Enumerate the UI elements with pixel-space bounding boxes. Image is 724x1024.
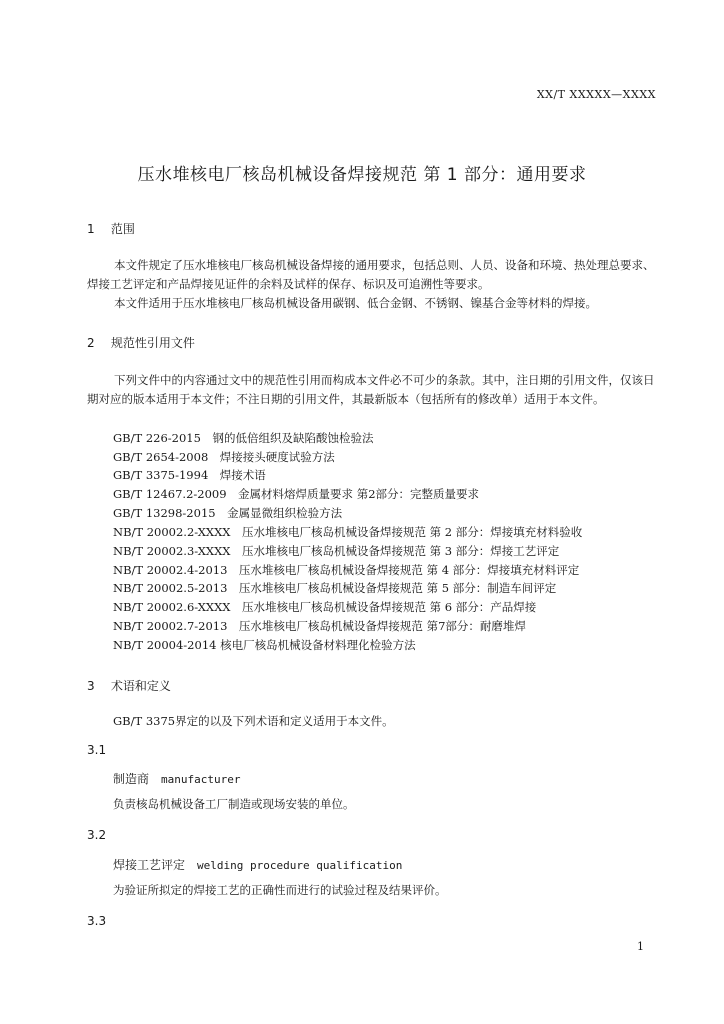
term-number: 3.2	[87, 828, 107, 842]
term-english: manufacturer	[161, 773, 241, 786]
reference-item: NB/T 20002.7-2013 压水堆核电厂核岛机械设备焊接规范 第7部分：耐磨堆焊	[113, 619, 526, 633]
reference-item: NB/T 20002.3-XXXX 压水堆核电厂核岛机械设备焊接规范 第 3 部分：焊接工艺评定	[113, 544, 560, 558]
term-number: 3.3	[87, 914, 107, 928]
reference-item: NB/T 20002.5-2013 压水堆核电厂核岛机械设备焊接规范 第 5 部分：制造车间评定	[113, 581, 557, 595]
section-3-heading	[87, 677, 171, 694]
document-title: 压水堆核电厂核岛机械设备焊接规范 第 1 部分：通用要求	[137, 165, 587, 185]
section-2-intro	[87, 371, 656, 409]
reference-item: NB/T 20002.4-2013 压水堆核电厂核岛机械设备焊接规范 第 4 部分：焊接填充材料评定	[113, 563, 580, 577]
section-3-intro: GB/T 3375界定的以及下列术语和定义适用于本文件。	[113, 714, 394, 728]
paragraph-text: 本文件规定了压水堆核电厂核岛机械设备焊接的通用要求，包括总则、人员、设备和环境、热处理总要求、焊接工艺评定和产品焊接见证件的余料及试样的保存、标识及可追溯性等要求。	[87, 258, 655, 291]
section-1-paragraph-2	[87, 294, 656, 313]
term-chinese: 制造商	[113, 772, 150, 786]
document-code-header: XX/T XXXXX—XXXX	[536, 88, 656, 101]
section-number: 3	[87, 679, 95, 693]
section-title: 范围	[110, 222, 135, 236]
term-chinese: 焊接工艺评定	[113, 858, 186, 872]
term-number: 3.1	[87, 743, 107, 757]
term-english: welding procedure qualification	[197, 859, 403, 872]
reference-item: NB/T 20002.6-XXXX 压水堆核电厂核岛机械设备焊接规范 第 6 部分：产品焊接	[113, 600, 537, 614]
reference-item: GB/T 2654-2008 焊接接头硬度试验方法	[113, 450, 335, 464]
reference-item: GB/T 13298-2015 金属显微组织检验方法	[113, 506, 343, 520]
reference-item: NB/T 20002.2-XXXX 压水堆核电厂核岛机械设备焊接规范 第 2 部分：焊接填充材料验收	[113, 525, 583, 539]
section-title: 术语和定义	[110, 679, 171, 693]
reference-item: NB/T 20004-2014 核电厂核岛机械设备材料理化检验方法	[113, 638, 416, 652]
reference-item: GB/T 12467.2-2009 金属材料熔焊质量要求 第2部分：完整质量要求	[113, 487, 480, 501]
paragraph-text: 下列文件中的内容通过文中的规范性引用而构成本文件必不可少的条款。其中，注日期的引用文件，仅该日期对应的版本适用于本文件；不注日期的引用文件，其最新版本（包括所有的修改单）适用于本文件。	[87, 373, 655, 406]
section-number: 1	[87, 222, 95, 236]
page-number: 1	[637, 940, 644, 953]
term-definition: 负责核岛机械设备工厂制造或现场安装的单位。	[113, 797, 355, 811]
reference-item: GB/T 226-2015 钢的低倍组织及缺陷酸蚀检验法	[113, 431, 374, 445]
section-1-heading	[87, 220, 135, 237]
term-entry	[113, 856, 402, 873]
section-2-heading	[87, 334, 195, 351]
reference-item: GB/T 3375-1994 焊接术语	[113, 468, 266, 482]
section-title: 规范性引用文件	[110, 336, 195, 350]
section-number: 2	[87, 336, 95, 350]
paragraph-text: 本文件适用于压水堆核电厂核岛机械设备用碳钢、低合金钢、不锈钢、镍基合金等材料的焊接。	[114, 296, 597, 310]
term-definition: 为验证所拟定的焊接工艺的正确性而进行的试验过程及结果评价。	[113, 883, 447, 897]
section-1-paragraph-1	[87, 256, 656, 294]
term-entry	[113, 770, 241, 787]
